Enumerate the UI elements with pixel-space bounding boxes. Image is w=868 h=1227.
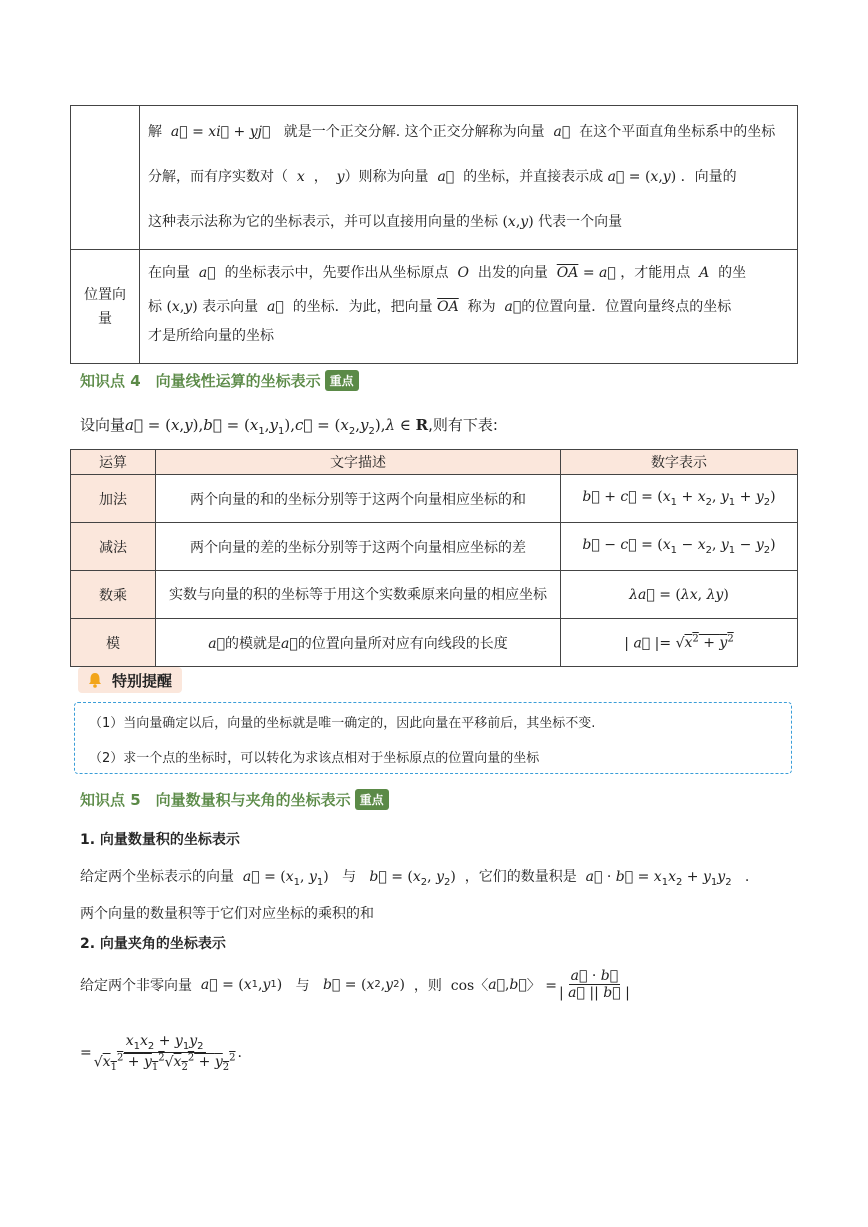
table-row xyxy=(71,619,798,667)
dot-product-text: 给定两个坐标表示的向量 a⃗ = ($x_1$, $y_1$) 与 b⃗ = ($x_2$, $y_2$) ，它们的数量积是 a⃗ · b⃗ = $x_1x_2 + y_1y_2$ . xyxy=(80,869,750,888)
angle-text: 给定两个非零向量 a⃗ = ( x 1 , y 1 ) 与 b⃗ = ( x 2 , y 2 ) ，则 cos〈 a⃗ , b⃗ 〉 = $\frac{a⃗ \cdot b⃗}{| a⃗ || b⃗ |}$ xyxy=(80,968,630,1001)
table-row xyxy=(71,571,798,619)
section-2-title: 2. 向量夹角的坐标表示 xyxy=(80,936,226,952)
angle-formula-expanded: = $\frac{x_1x_2 + y_1y_2}{√x_1^2 + y_1^2√x_2^2 + y_2^2}$ . xyxy=(80,1033,242,1074)
op-desc: 实数与向量的积的坐标等于用这个实数乘原来向量的相应坐标 xyxy=(156,571,561,619)
op-formula: b⃗ − c⃗ = ($x_1 - x_2$, $y_1 - y_2$) xyxy=(561,523,798,571)
position-vector-label: 位置向量 xyxy=(71,250,140,364)
empty-label-cell xyxy=(71,106,140,250)
reminder-line-1: （1）当向量确定以后，向量的坐标就是唯一确定的，因此向量在平移前后，其坐标不变. xyxy=(89,716,596,731)
op-name: 模 xyxy=(71,619,156,667)
op-name: 数乘 xyxy=(71,571,156,619)
op-name: 减法 xyxy=(71,523,156,571)
header-description: 文字描述 xyxy=(156,450,561,475)
reminder-title: 特别提醒 xyxy=(78,667,182,693)
op-desc: a⃗的模就是a⃗的位置向量所对应有向线段的长度 xyxy=(156,619,561,667)
kp4-heading: 知识点 4 向量线性运算的坐标表示 重点 xyxy=(80,370,359,391)
op-formula: λa⃗ = (λx, λy) xyxy=(561,571,798,619)
header-formula: 数字表示 xyxy=(561,450,798,475)
table-row xyxy=(71,475,798,523)
op-formula: | a⃗ |= $√x^2 + y^2$ xyxy=(561,619,798,667)
header-operation: 运算 xyxy=(71,450,156,475)
reminder-box xyxy=(74,702,792,774)
kp5-badge: 重点 xyxy=(355,789,389,810)
position-vector-text: 在向量 a⃗ 的坐标表示中，先要作出从坐标原点 O 出发的向量 $\overline{OA}$ = a⃗ ，才能用点 A 的坐 标 (x,y) 表示向量 a⃗ 的坐标．为此，把向量 $\overline{OA}$ 称为 a⃗的位置向量．位置向量终点的坐标 才是所给向量的坐标 xyxy=(140,250,798,364)
op-name: 加法 xyxy=(71,475,156,523)
op-desc: 两个向量的差的坐标分别等于这两个向量相应坐标的差 xyxy=(156,523,561,571)
kp5-heading: 知识点 5 向量数量积与夹角的坐标表示 重点 xyxy=(80,789,389,810)
table-row xyxy=(71,523,798,571)
cos-fraction: $\frac{a⃗ \cdot b⃗}{| a⃗ || b⃗ |}$ xyxy=(558,968,630,1001)
kp4-intro: 设向量a⃗ = (x,y),b⃗ = $(x_1,y_1),c⃗ = (x_2,y_2),\lambda$ ∈ R,则有下表: xyxy=(80,416,498,437)
operations-table xyxy=(70,449,798,667)
op-formula: b⃗ + c⃗ = ($x_1 + x_2$, $y_1 + y_2$) xyxy=(561,475,798,523)
orthogonal-decomposition-text: 解 a⃗ = xi⃗ + yj⃗ 就是一个正交分解. 这个正交分解称为向量 a⃗ 在这个平面直角坐标系中的坐标 分解，而有序实数对（ x ， y）则称为向量 a⃗ 的坐标，并直接表示成 a⃗ = (x,y) ．向量的 这种表示法称为它的坐标表示，并可以直接用向量的坐标 (x,y) 代表一个向量 xyxy=(140,106,798,250)
dot-product-summary: 两个向量的数量积等于它们对应坐标的乘积的和 xyxy=(80,906,374,922)
reminder-line-2: （2）求一个点的坐标时，可以转化为求该点相对于坐标原点的位置向量的坐标 xyxy=(89,751,540,766)
section-1-title: 1. 向量数量积的坐标表示 xyxy=(80,832,240,848)
definition-table xyxy=(70,105,798,364)
kp4-badge: 重点 xyxy=(325,370,359,391)
bell-icon xyxy=(86,671,104,689)
op-desc: 两个向量的和的坐标分别等于这两个向量相应坐标的和 xyxy=(156,475,561,523)
